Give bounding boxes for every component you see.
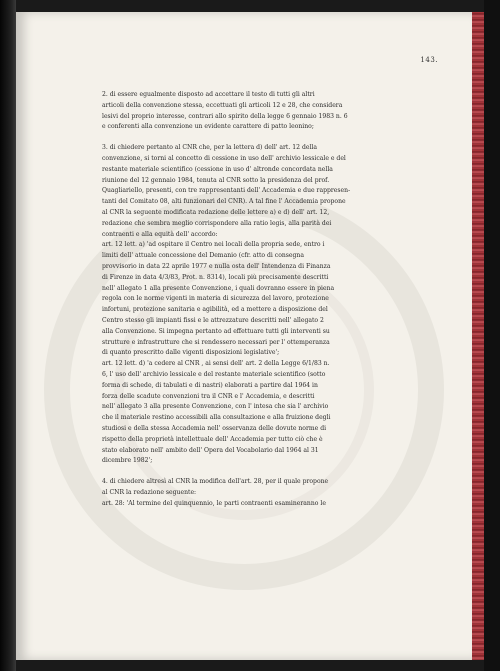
text-line: art. 28: 'Al termine del quinquennio, le parti contraenti esamineranno le [102, 499, 326, 507]
text-line: provvisorio in data 22 aprile 1977 e nulla osta dell' Intendenza di Finanza [102, 262, 331, 270]
paragraph-gap [102, 467, 412, 477]
text-line: restante materiale scientifico (cessione in uso d' altronde concordata nella [102, 165, 333, 173]
text-line: Quagliariello, presenti, con tre rappresentanti dell' Accademia e due rappresen- [102, 187, 351, 195]
text-line: strutture e infrastrutture che si rendessero necessari per l' ottemperanza [102, 338, 330, 346]
text-line: art. 12 lett. d) 'a cedere al CNR , ai sensi dell' art. 2 della Legge 6/1/83 n. [102, 360, 330, 368]
text-line: 4. di chiedere altresì al CNR la modifica dell'art. 28, per il quale propone [102, 478, 329, 486]
page-number: 143. [420, 56, 438, 64]
text-line: studiosi e della stessa Accademia nell' osservanza delle dovute norme di [102, 424, 327, 432]
text-line: e conferenti alla convenzione un evidente carattere di patto leonino; [102, 123, 314, 131]
text-line: lesivi del proprio interesse, contrari allo spirito della legge 6 gennaio 1983 n. 6 [102, 112, 348, 120]
text-line: tanti del Comitato 08, alti funzionari del CNR). A tal fine l' Accademia propone [102, 198, 346, 206]
text-line: al CNR la redazione seguente: [102, 488, 197, 496]
text-line: regola con le norme vigenti in materia di sicurezza del lavoro, protezione [102, 295, 329, 303]
paragraph-gap [102, 133, 412, 143]
page-edge-marbled [472, 12, 484, 660]
text-line: 3. di chiedere pertanto al CNR che, per la lettera d) dell' art. 12 della [102, 144, 317, 152]
text-line: di quanto prescritto dalle vigenti disposizioni legislative'; [102, 349, 280, 357]
text-line: che il materiale restino accessibili alla consultazione e alla fruizione degli [102, 414, 331, 422]
text-line: rispetto della proprietà intellettuale dell' Accademia per tutto ciò che è [102, 435, 323, 443]
text-line: convenzione, si torni al concetto di cessione in uso dell' archivio lessicale e del [102, 154, 346, 162]
text-line: contraenti e alla equità dell' accordo: [102, 230, 218, 238]
text-line: dicembre 1982'; [102, 457, 153, 465]
page-edge-shadow [484, 0, 500, 671]
text-line: infortuni, protezione sanitaria e agibilità, ed a mettere a disposizione del [102, 306, 328, 314]
text-line: limiti dell' attuale concessione del Demanio (cfr. atto di consegna [102, 252, 304, 260]
text-line: forma di schede, di tabulati e di nastri) elaborati a partire dal 1964 in [102, 381, 318, 389]
paragraph-p4 [102, 477, 412, 509]
text-line: al CNR la seguente modificata redazione delle lettere a) e d) dell' art. 12, [102, 208, 330, 216]
text-line: riunione del 12 gennaio 1984, tenuta al CNR sotto la presidenza del prof. [102, 176, 330, 184]
book-spine [0, 0, 16, 671]
text-line: stato elaborato nell' ambito dell' Opera del Vocabolario dal 1964 al 31 [102, 446, 319, 454]
text-line: forza delle scadute convenzioni tra il CNR e l' Accademia, e descritti [102, 392, 315, 400]
text-line: nell' allegato 1 alla presente Convenzione, i quali dovranno essere in piena [102, 284, 335, 292]
text-line: alla Convenzione. Si impegna pertanto ad effettuare tutti gli interventi su [102, 327, 330, 335]
paragraph-p3a [102, 240, 412, 467]
text-line: nell' allegato 3 alla presente Convenzione, con l' intesa che sia l' archivio [102, 403, 329, 411]
paragraph-p3 [102, 143, 412, 240]
paragraph-p2 [102, 90, 412, 133]
text-line: Centro stesso gli impianti fissi e le attrezzature descritti nell' allegato 2 [102, 316, 324, 324]
document-body [102, 90, 412, 509]
text-line: 6, l' uso dell' archivio lessicale e del restante materiale scientifico (sotto [102, 370, 326, 378]
text-line: di Firenze in data 4/3/83, Prot. n. 8314), locali più precisamente descritti [102, 273, 329, 281]
text-line: articoli della convenzione stessa, eccettuati gli articoli 12 e 28, che considera [102, 101, 343, 109]
text-line: redazione che sembra meglio corrispondere alla ratio legis, alla parità dei [102, 219, 332, 227]
text-line: art. 12 lett. a) 'ad ospitare il Centro nei locali della propria sede, entro i [102, 241, 325, 249]
text-line: 2. di essere egualmente disposto ad accettare il testo di tutti gli altri [102, 91, 315, 98]
